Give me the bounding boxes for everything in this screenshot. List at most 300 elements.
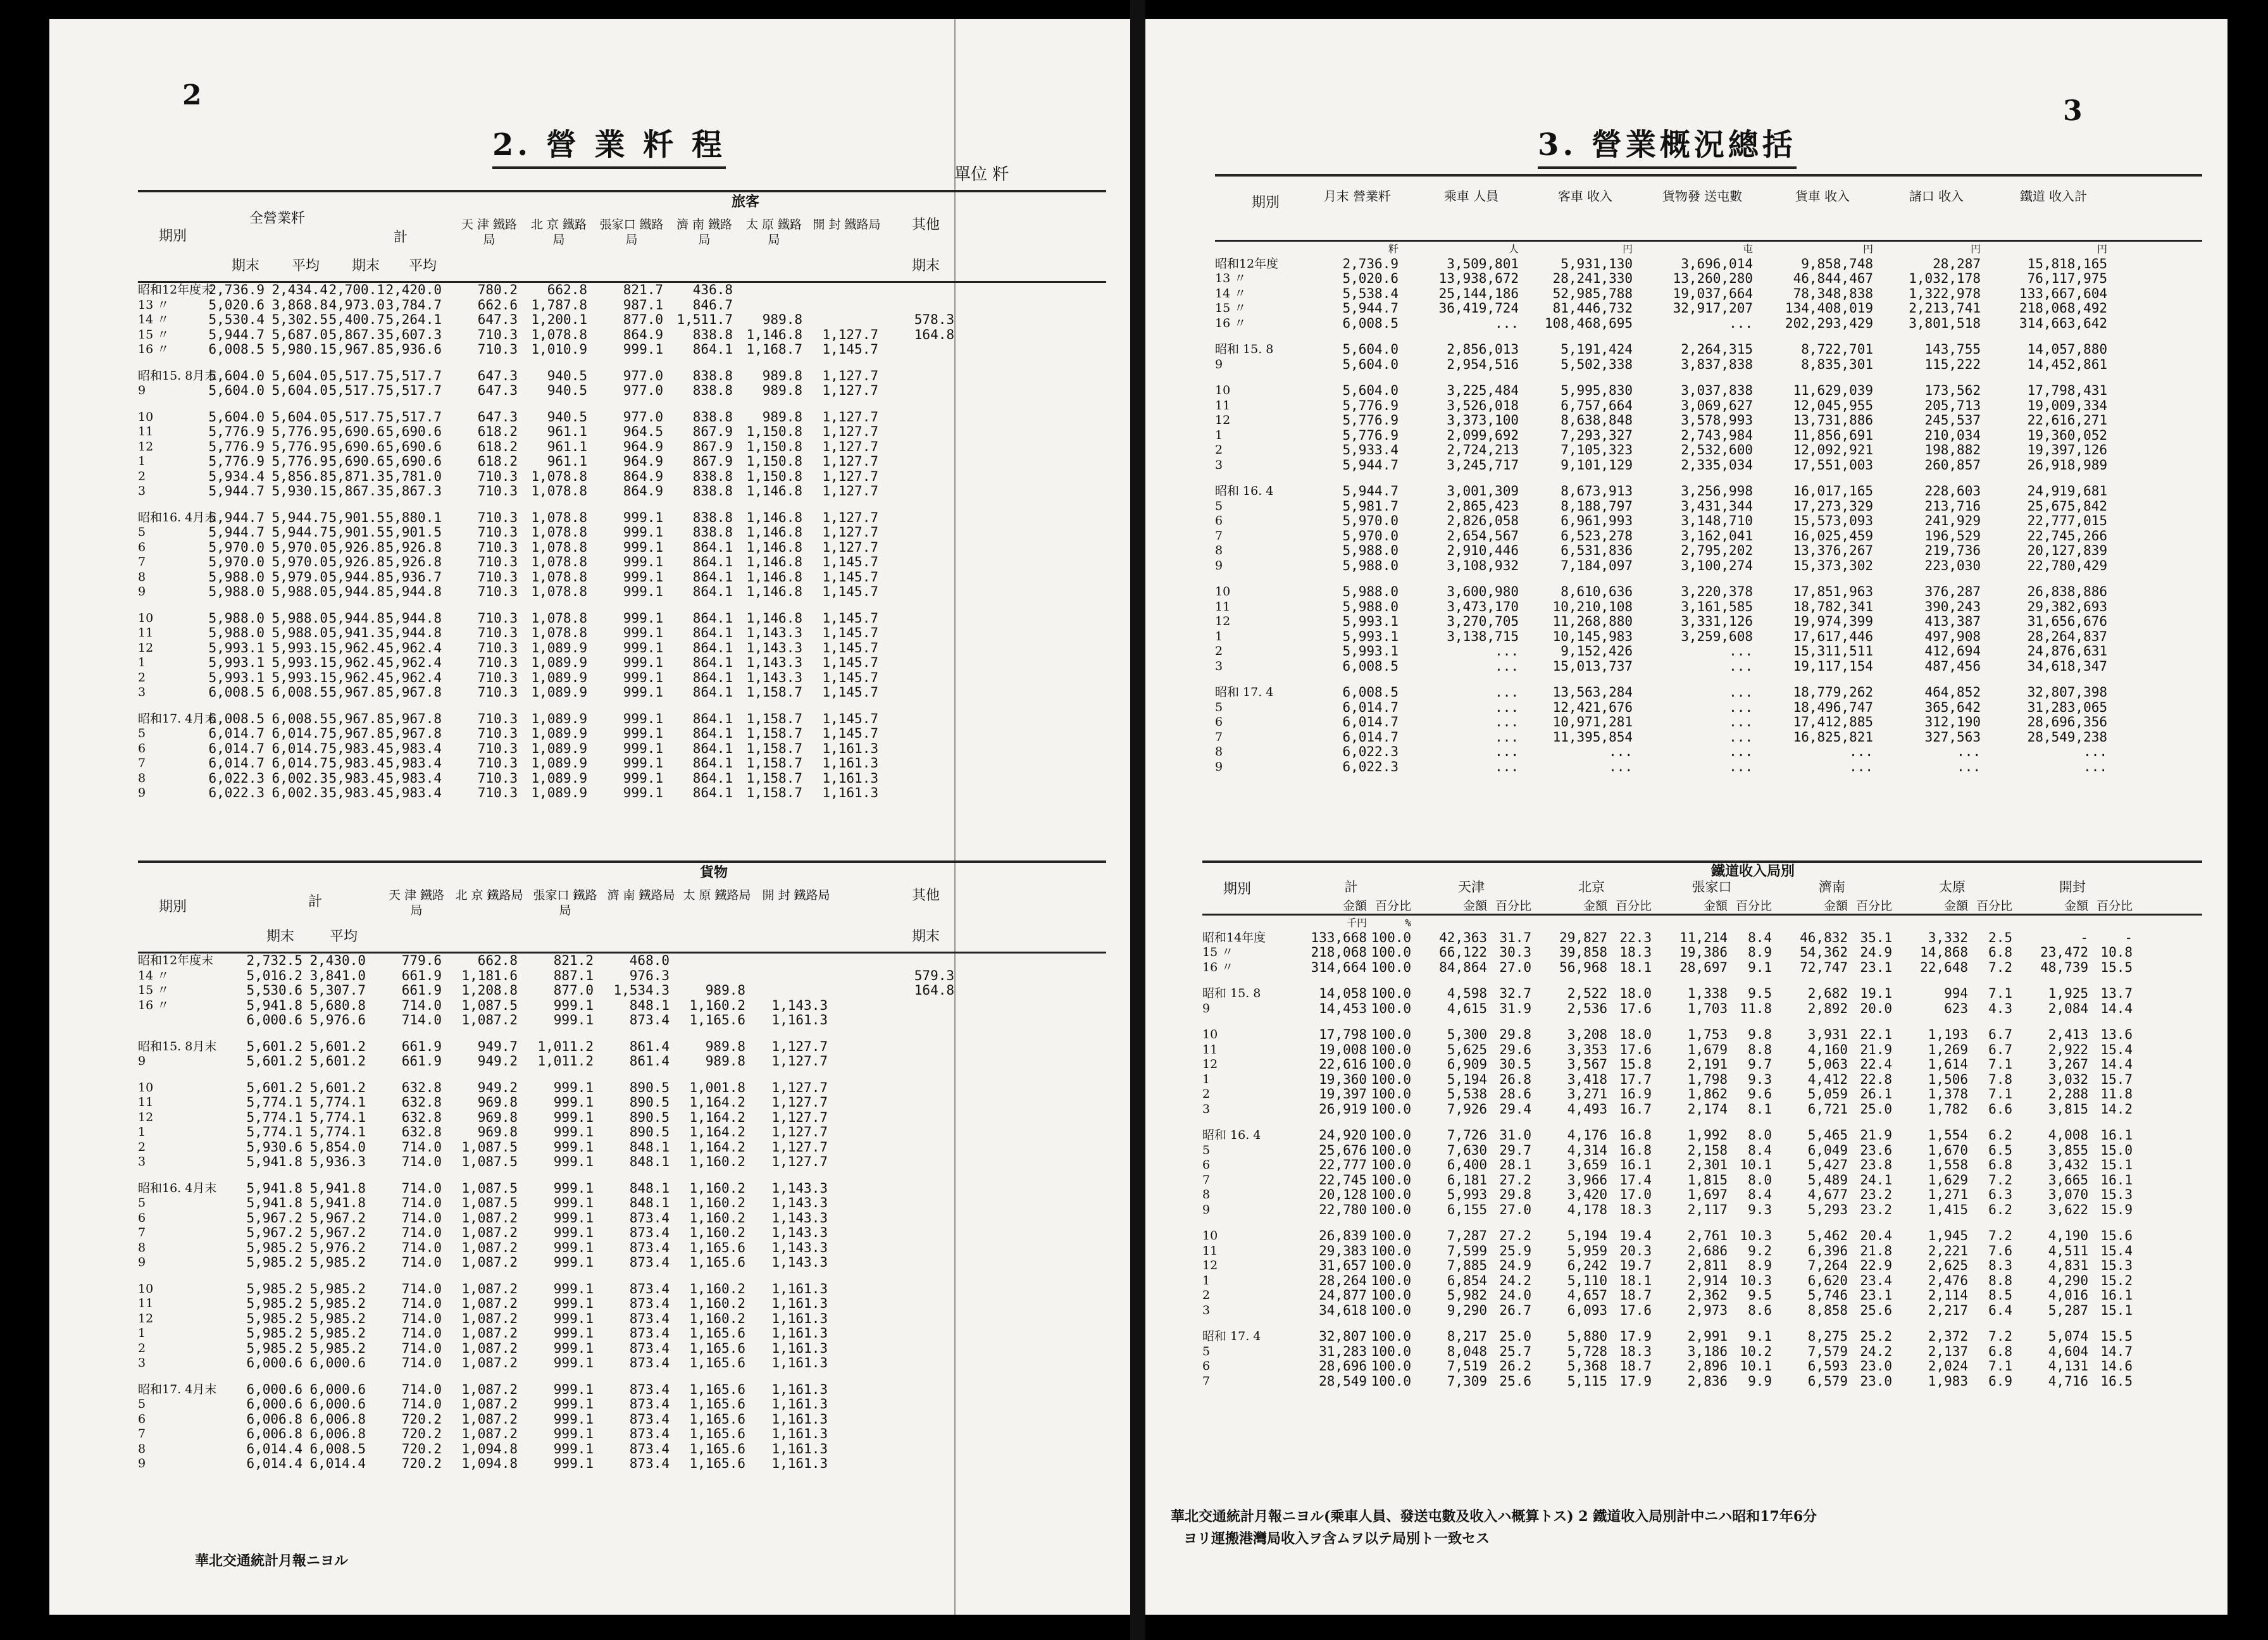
cell-value: 23.1 bbox=[1860, 959, 1892, 975]
cell-value: 1,164.2 bbox=[689, 1124, 745, 1140]
cell-value: 56,968 bbox=[1559, 959, 1607, 975]
cell-value: 873.4 bbox=[629, 1381, 670, 1397]
row-label: 9 bbox=[1215, 759, 1223, 774]
cell-value: 5,959 bbox=[1567, 1243, 1607, 1258]
cell-value: 2,522 bbox=[1567, 986, 1607, 1001]
cell-value: 4,657 bbox=[1567, 1288, 1607, 1303]
cell-value: 5,988.0 bbox=[208, 569, 265, 585]
header-end: 期末 bbox=[911, 258, 940, 274]
cell-value: 6.9 bbox=[1988, 1373, 2012, 1389]
cell-value: 1,165.6 bbox=[689, 1239, 745, 1255]
row-label: 10 bbox=[138, 611, 154, 625]
spacer bbox=[1202, 1217, 2202, 1229]
cell-value: 5,941.8 bbox=[246, 1195, 302, 1210]
cell-value: 2,174 bbox=[1687, 1101, 1728, 1117]
cell-value: 14.4 bbox=[2100, 1057, 2133, 1072]
cell-value: 1,087.2 bbox=[461, 1340, 518, 1356]
cell-value: 6,721 bbox=[1807, 1101, 1848, 1117]
cell-value: ... bbox=[1729, 714, 1753, 730]
cell-value: 5,993 bbox=[1447, 1187, 1487, 1202]
cell-value: 8,275 bbox=[1807, 1329, 1848, 1344]
row-label: 6 bbox=[138, 540, 146, 554]
cell-value: 864.1 bbox=[692, 610, 733, 626]
cell-value: 19,009,334 bbox=[2027, 397, 2107, 413]
table-row bbox=[138, 1341, 1106, 1357]
row-label: 11 bbox=[1215, 398, 1231, 413]
table-row bbox=[138, 1356, 1106, 1371]
cell-value: 5,944.8 bbox=[328, 584, 385, 599]
cell-value: 1,787.8 bbox=[531, 297, 587, 313]
cell-value: 17.9 bbox=[1619, 1373, 1652, 1389]
table-row bbox=[138, 611, 1106, 626]
cell-value: 710.3 bbox=[477, 342, 518, 357]
cell-value: 31,657 bbox=[1319, 1258, 1367, 1273]
cell-value: 17,551,003 bbox=[1793, 457, 1873, 473]
freight-table-body bbox=[138, 954, 1106, 1472]
cell-value: 838.8 bbox=[692, 468, 733, 484]
cell-value: 11,856,691 bbox=[1793, 427, 1873, 443]
table-row bbox=[1202, 1229, 2202, 1244]
cell-value: 5,980.1 bbox=[271, 342, 328, 357]
cell-value: 5,926.8 bbox=[328, 554, 385, 569]
cell-value: 5,993.1 bbox=[271, 640, 328, 655]
cell-value: 5,880 bbox=[1567, 1329, 1607, 1344]
freight-table-header bbox=[138, 860, 1106, 954]
row-label: 10 bbox=[1202, 1028, 1218, 1041]
cell-value: 7,309 bbox=[1447, 1373, 1487, 1389]
row-label: 11 bbox=[138, 1296, 154, 1310]
cell-value: 1,208.8 bbox=[461, 983, 518, 998]
cell-value: 7.1 bbox=[1988, 986, 2012, 1001]
cell-value: 964.9 bbox=[623, 454, 663, 469]
cell-value: 5,944.7 bbox=[208, 509, 265, 525]
cell-value: 1,158.7 bbox=[746, 711, 802, 726]
cell-value: 19.4 bbox=[1619, 1228, 1652, 1243]
cell-value: 15.5 bbox=[2100, 1329, 2133, 1344]
cell-value: 23.1 bbox=[1860, 1288, 1892, 1303]
cell-value: 864.1 bbox=[692, 755, 733, 771]
cell-value: 25.6 bbox=[1499, 1373, 1531, 1389]
cell-value: 26.2 bbox=[1499, 1358, 1531, 1374]
table-row bbox=[138, 1054, 1106, 1069]
cell-value: 25.2 bbox=[1860, 1329, 1892, 1344]
cell-value: 1,087.2 bbox=[461, 1255, 518, 1270]
table-row bbox=[1215, 413, 2202, 428]
cell-value: 4,511 bbox=[2048, 1243, 2088, 1258]
cell-value: 5,930.6 bbox=[246, 1139, 302, 1155]
cell-value: 100.0 bbox=[1371, 1157, 1411, 1172]
row-label: 7 bbox=[138, 1427, 146, 1441]
cell-value: 2,736.9 bbox=[1342, 256, 1399, 271]
cell-value: 3,001,309 bbox=[1447, 483, 1519, 499]
cell-value: 1,089.9 bbox=[531, 726, 587, 741]
cell-value: 5,941.8 bbox=[246, 1154, 302, 1169]
cell-value: 25,676 bbox=[1319, 1142, 1367, 1158]
cell-value: 1,161.3 bbox=[771, 1340, 828, 1356]
cell-value: 18.3 bbox=[1619, 1202, 1652, 1217]
spacer bbox=[1215, 473, 2202, 484]
cell-value: 5,976.2 bbox=[309, 1239, 366, 1255]
cell-value: 1,753 bbox=[1687, 1027, 1728, 1042]
row-label: 昭和15. 8月末 bbox=[138, 1039, 217, 1053]
cell-value: ... bbox=[1495, 685, 1519, 700]
cell-value: 662.8 bbox=[477, 953, 518, 968]
cell-value: 6,593 bbox=[1807, 1358, 1848, 1374]
passenger-km-table bbox=[138, 190, 1106, 801]
cell-value: ... bbox=[2083, 744, 2107, 759]
cell-value: 864.1 bbox=[692, 539, 733, 555]
cell-value: 5,776.9 bbox=[1342, 397, 1399, 413]
cell-value: 5,687.0 bbox=[271, 326, 328, 342]
table-row bbox=[1202, 1002, 2202, 1017]
cell-value: 5,941.8 bbox=[309, 1180, 366, 1196]
cell-value: 1,164.2 bbox=[689, 1139, 745, 1155]
table-row bbox=[138, 440, 1106, 455]
row-label: 3 bbox=[138, 685, 146, 699]
cell-value: 999.1 bbox=[553, 1012, 594, 1028]
bureau-group-header: 張家口 bbox=[1692, 879, 1732, 895]
cell-value: 710.3 bbox=[477, 584, 518, 599]
cell-value: 7,105,323 bbox=[1561, 442, 1633, 457]
cell-value: 1,165.6 bbox=[689, 1255, 745, 1270]
cell-value: 1,087.2 bbox=[461, 1411, 518, 1427]
cell-value: 8.9 bbox=[1748, 945, 1772, 960]
cell-value: 2,362 bbox=[1687, 1288, 1728, 1303]
cell-value: 260,857 bbox=[1924, 457, 1981, 473]
cell-value: 1,161.3 bbox=[771, 1326, 828, 1341]
row-label: 9 bbox=[138, 1255, 146, 1269]
cell-value: 10.2 bbox=[1740, 1343, 1772, 1359]
cell-value: 4,493 bbox=[1567, 1101, 1607, 1117]
row-label: 2 bbox=[138, 670, 146, 685]
cell-value: 6,014.7 bbox=[271, 726, 328, 741]
cell-value: 29,827 bbox=[1559, 929, 1607, 945]
cell-value: 5,776.9 bbox=[271, 438, 328, 454]
spacer bbox=[1202, 1318, 2202, 1329]
cell-value: 864.1 bbox=[692, 584, 733, 599]
row-label: 9 bbox=[138, 1054, 146, 1068]
row-label: 8 bbox=[138, 1240, 146, 1255]
cell-value: 28,264 bbox=[1319, 1272, 1367, 1288]
page-title-left: 2. 營 業 粁 程 bbox=[492, 120, 726, 169]
cell-value: 3,162,041 bbox=[1681, 528, 1753, 544]
row-label: 13 〃 bbox=[138, 297, 170, 312]
row-label: 8 bbox=[1202, 1188, 1211, 1202]
cell-value: 2,335,034 bbox=[1681, 457, 1753, 473]
cell-value: 3,841.0 bbox=[309, 967, 366, 983]
cell-value: 714.0 bbox=[401, 1281, 442, 1296]
row-label: 昭和 16. 4 bbox=[1215, 484, 1274, 498]
cell-value: 5,970.0 bbox=[271, 554, 328, 569]
cell-value: 994 bbox=[1944, 986, 1968, 1001]
cell-value: 710.3 bbox=[477, 685, 518, 700]
cell-value: 15,013,737 bbox=[1552, 658, 1633, 674]
cell-value: 18.1 bbox=[1619, 959, 1652, 975]
cell-value: 5,774.1 bbox=[309, 1095, 366, 1110]
cell-value: 22,780 bbox=[1319, 1202, 1367, 1217]
header-end: 期末 bbox=[911, 929, 940, 945]
cell-value: 632.8 bbox=[401, 1109, 442, 1125]
unit-label: 千円 bbox=[1346, 917, 1367, 929]
cell-value: 8,673,913 bbox=[1561, 483, 1633, 499]
cell-value: 32.7 bbox=[1499, 986, 1531, 1001]
cell-value: 1,078.8 bbox=[531, 554, 587, 569]
cell-value: 1,143.3 bbox=[771, 1225, 828, 1240]
cell-value: 5,601.2 bbox=[246, 1053, 302, 1069]
cell-value: 6,008.5 bbox=[309, 1441, 366, 1457]
cell-value: 24,920 bbox=[1319, 1128, 1367, 1143]
header-tianjin: 天 津 鐵路局 bbox=[388, 888, 445, 917]
cell-value: 7.1 bbox=[1988, 1057, 2012, 1072]
table-row bbox=[138, 1282, 1106, 1297]
cell-value: ... bbox=[1849, 759, 1873, 774]
cell-value: 1,815 bbox=[1687, 1172, 1728, 1188]
cell-value: 24,876,631 bbox=[2027, 643, 2107, 659]
table-row bbox=[1215, 685, 2202, 700]
cell-value: 5,302.5 bbox=[271, 312, 328, 327]
cell-value: 647.3 bbox=[477, 383, 518, 398]
cell-value: 5,962.4 bbox=[385, 640, 442, 655]
cell-value: 17.6 bbox=[1619, 1302, 1652, 1318]
cell-value: 3,220,378 bbox=[1681, 584, 1753, 599]
cell-value: 5,930.1 bbox=[271, 483, 328, 499]
cell-value: 5,941.3 bbox=[328, 625, 385, 640]
cell-value: 714.0 bbox=[401, 1310, 442, 1326]
cell-value: ... bbox=[1729, 685, 1753, 700]
cell-value: 1,078.8 bbox=[531, 468, 587, 484]
spacer bbox=[1215, 331, 2202, 342]
table-row bbox=[1202, 931, 2202, 946]
cell-value: 710.3 bbox=[477, 770, 518, 786]
cell-value: 4,178 bbox=[1567, 1202, 1607, 1217]
cell-value: 100.0 bbox=[1371, 1101, 1411, 1117]
cell-value: 5,300 bbox=[1447, 1027, 1487, 1042]
cell-value: 15.4 bbox=[2100, 1041, 2133, 1057]
cell-value: 25.0 bbox=[1499, 1329, 1531, 1344]
row-label: 12 bbox=[138, 1110, 154, 1124]
bureau-group-header: 濟南 bbox=[1819, 879, 1845, 895]
cell-value: 8.8 bbox=[1988, 1272, 2012, 1288]
cell-value: 999.1 bbox=[553, 1210, 594, 1226]
cell-value: 1,158.7 bbox=[746, 685, 802, 700]
cell-value: 20,128 bbox=[1319, 1187, 1367, 1202]
cell-value: 164.8 bbox=[914, 983, 954, 998]
cell-value: 6,014.7 bbox=[271, 755, 328, 771]
cell-value: 5,944.7 bbox=[271, 525, 328, 540]
cell-value: 1,089.9 bbox=[531, 640, 587, 655]
cell-value: 1,087.5 bbox=[461, 1154, 518, 1169]
cell-value: 6.6 bbox=[1988, 1101, 2012, 1117]
cell-value: 1,127.7 bbox=[771, 1109, 828, 1125]
cell-value: 31,283 bbox=[1319, 1343, 1367, 1359]
cell-value: 1,078.8 bbox=[531, 326, 587, 342]
cell-value: 999.1 bbox=[623, 640, 663, 655]
cell-value: 16.8 bbox=[1619, 1142, 1652, 1158]
spacer bbox=[138, 1170, 1106, 1181]
cell-value: 873.4 bbox=[629, 1255, 670, 1270]
table-row bbox=[1202, 1329, 2202, 1345]
cell-value: 1,089.9 bbox=[531, 785, 587, 800]
cell-value: 31,656,676 bbox=[2027, 614, 2107, 629]
cell-value: 27.0 bbox=[1499, 959, 1531, 975]
cell-value: 9,858,748 bbox=[1801, 256, 1873, 271]
freight-km-table bbox=[138, 860, 1106, 1472]
cell-value: 9.6 bbox=[1748, 1086, 1772, 1102]
cell-value: 24.0 bbox=[1499, 1288, 1531, 1303]
cell-value: 5,944.7 bbox=[271, 509, 328, 525]
cell-value: 6.4 bbox=[1988, 1302, 2012, 1318]
cell-value: 5,601.2 bbox=[309, 1079, 366, 1095]
cell-value: 2,700.1 bbox=[328, 282, 385, 297]
cell-value: 1,269 bbox=[1928, 1041, 1968, 1057]
row-label: 2 bbox=[1202, 1087, 1211, 1101]
cell-value: 714.0 bbox=[401, 1396, 442, 1412]
cell-value: 6,757,664 bbox=[1561, 397, 1633, 413]
cell-value: 1,983 bbox=[1928, 1373, 1968, 1389]
cell-value: ... bbox=[1495, 699, 1519, 715]
cell-value: 1,127.7 bbox=[771, 1038, 828, 1054]
row-label: 昭和 17. 4 bbox=[1215, 685, 1274, 699]
cell-value: 661.9 bbox=[401, 967, 442, 983]
row-label: 昭和12年度 bbox=[1215, 256, 1279, 271]
cell-value: 861.4 bbox=[629, 1053, 670, 1069]
cell-value: 5,985.2 bbox=[246, 1340, 302, 1356]
table-row bbox=[138, 641, 1106, 656]
cell-value: 32,917,207 bbox=[1673, 301, 1753, 316]
cell-value: 4.3 bbox=[1988, 1000, 2012, 1016]
cell-value: 5,983.4 bbox=[385, 770, 442, 786]
cell-value: 7.6 bbox=[1988, 1243, 2012, 1258]
cell-value: 7,184,097 bbox=[1561, 557, 1633, 573]
cell-value: 5,462 bbox=[1807, 1228, 1848, 1243]
cell-value: 5,988.0 bbox=[1342, 543, 1399, 558]
cell-value: 6,014.7 bbox=[1342, 729, 1399, 745]
cell-value: 1,161.3 bbox=[771, 1456, 828, 1471]
cell-value: 5,985.2 bbox=[246, 1239, 302, 1255]
cell-value: 5,774.1 bbox=[309, 1109, 366, 1125]
cell-value: 198,882 bbox=[1924, 442, 1981, 457]
cell-value: 2,732.5 bbox=[246, 953, 302, 968]
cell-value: 969.8 bbox=[477, 1109, 518, 1125]
cell-value: 5,601.2 bbox=[309, 1038, 366, 1054]
row-label: 昭和15. 8月末 bbox=[138, 368, 217, 383]
cell-value: 4,598 bbox=[1447, 986, 1487, 1001]
header-other: 其他 bbox=[911, 888, 940, 904]
cell-value: 5,604.0 bbox=[208, 409, 265, 425]
table-row bbox=[1215, 630, 2202, 645]
cell-value: 1,614 bbox=[1928, 1057, 1968, 1072]
subheader-amount: 金額 bbox=[1583, 899, 1607, 913]
cell-value: 8,610,636 bbox=[1561, 584, 1633, 599]
cell-value: 6,000.6 bbox=[309, 1396, 366, 1412]
cell-value: 5,776.9 bbox=[208, 454, 265, 469]
cell-value: 647.3 bbox=[477, 312, 518, 327]
table-row bbox=[138, 454, 1106, 469]
cell-value: 26.7 bbox=[1499, 1302, 1531, 1318]
cell-value: 19,397,126 bbox=[2027, 442, 2107, 457]
cell-value: 4,160 bbox=[1807, 1041, 1848, 1057]
cell-value: 3,148,710 bbox=[1681, 513, 1753, 528]
cell-value: 864.9 bbox=[623, 468, 663, 484]
cell-value: 864.1 bbox=[692, 640, 733, 655]
cell-value: 1,078.8 bbox=[531, 625, 587, 640]
cell-value: 714.0 bbox=[401, 1296, 442, 1311]
cell-value: 6,000.6 bbox=[246, 1012, 302, 1028]
cell-value: ... bbox=[1957, 759, 1981, 774]
cell-value: 18.1 bbox=[1619, 1272, 1652, 1288]
cell-value: 202,293,429 bbox=[1785, 315, 1873, 331]
cell-value: 20.3 bbox=[1619, 1243, 1652, 1258]
cell-value: 31.9 bbox=[1499, 1000, 1531, 1016]
cell-value: 6,022.3 bbox=[1342, 744, 1399, 759]
cell-value: ... bbox=[1495, 714, 1519, 730]
cell-value: 84,864 bbox=[1439, 959, 1487, 975]
table-row bbox=[138, 1382, 1106, 1398]
cell-value: 864.1 bbox=[692, 740, 733, 756]
cell-value: 5,781.0 bbox=[385, 468, 442, 484]
cell-value: 710.3 bbox=[477, 655, 518, 670]
cell-value: 6,014.7 bbox=[208, 755, 265, 771]
table-row bbox=[138, 1081, 1106, 1096]
cell-value: 23.0 bbox=[1860, 1358, 1892, 1374]
header-kaifeng: 開 封 鐵路局 bbox=[762, 888, 830, 902]
cell-value: 1,127.7 bbox=[822, 468, 878, 484]
table-row bbox=[138, 1442, 1106, 1457]
cell-value: 19,360,052 bbox=[2027, 427, 2107, 443]
cell-value: 3,208 bbox=[1567, 1027, 1607, 1042]
cell-value: 2,836 bbox=[1687, 1373, 1728, 1389]
cell-value: 8,188,797 bbox=[1561, 498, 1633, 514]
cell-value: 714.0 bbox=[401, 1355, 442, 1370]
cell-value: 2.5 bbox=[1988, 929, 2012, 945]
cell-value: 19,360 bbox=[1319, 1071, 1367, 1087]
cell-value: 5,287 bbox=[2048, 1302, 2088, 1318]
cell-value: 1,165.6 bbox=[689, 1012, 745, 1028]
cell-value: 2,743,984 bbox=[1681, 427, 1753, 443]
cell-value: 961.1 bbox=[547, 438, 587, 454]
cell-value: 17,798 bbox=[1319, 1027, 1367, 1042]
row-label: 2 bbox=[138, 1140, 146, 1154]
cell-value: 5,941.8 bbox=[246, 1180, 302, 1196]
cell-value: 1,127.7 bbox=[822, 424, 878, 439]
row-label: 16 〃 bbox=[1215, 316, 1247, 330]
cell-value: 6,000.6 bbox=[246, 1396, 302, 1412]
cell-value: 327,563 bbox=[1924, 729, 1981, 745]
cell-value: 16,025,459 bbox=[1793, 528, 1873, 544]
cell-value: 1,150.8 bbox=[746, 454, 802, 469]
cell-value: 2,024 bbox=[1928, 1358, 1968, 1374]
cell-value: 999.1 bbox=[623, 669, 663, 685]
cell-value: 6,006.8 bbox=[309, 1426, 366, 1441]
cell-value: 10,210,108 bbox=[1552, 599, 1633, 614]
cell-value: 720.2 bbox=[401, 1426, 442, 1441]
cell-value: 25,675,842 bbox=[2027, 498, 2107, 514]
cell-value: 864.1 bbox=[692, 569, 733, 585]
cell-value: 3,815 bbox=[2048, 1101, 2088, 1117]
cell-value: 133,668 bbox=[1311, 929, 1367, 945]
row-label: 6 bbox=[138, 1210, 146, 1225]
row-label: 15 〃 bbox=[138, 327, 170, 342]
cell-value: 28,549,238 bbox=[2027, 729, 2107, 745]
cell-value: 5,517.7 bbox=[328, 409, 385, 425]
cell-value: 5,944.8 bbox=[328, 569, 385, 585]
cell-value: 661.9 bbox=[401, 1053, 442, 1069]
cell-value: 5,988.0 bbox=[271, 625, 328, 640]
cell-value: 245,537 bbox=[1924, 413, 1981, 428]
cell-value: 838.8 bbox=[692, 483, 733, 499]
table-row bbox=[1202, 1072, 2202, 1088]
cell-value: 5,982 bbox=[1447, 1288, 1487, 1303]
